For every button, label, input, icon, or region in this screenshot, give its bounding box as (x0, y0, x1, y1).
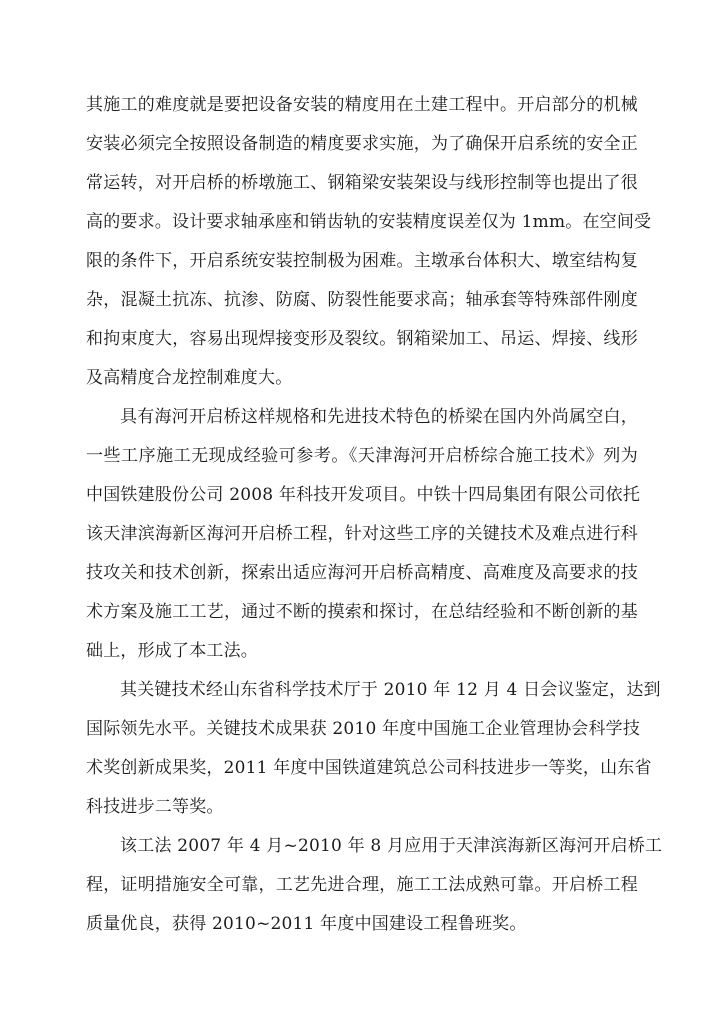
text-line: 限的条件下，开启系统安装控制极为困难。主墩承台体积大、墩室结构复 (86, 251, 638, 271)
text-line: 中国铁建股份公司 2008 年科技开发项目。中铁十四局集团有限公司依托 (86, 485, 641, 505)
text-line: 国际领先水平。关键技术成果获 2010 年度中国施工企业管理协会科学技 (86, 719, 641, 739)
text-line: 高的要求。设计要求轴承座和销齿轨的安装精度误差仅为 1mm。在空间受 (86, 212, 652, 232)
text-line: 一些工序施工无现成经验可参考。《天津海河开启桥综合施工技术》列为 (86, 446, 638, 466)
paragraph-application (86, 827, 663, 944)
text-line: 其施工的难度就是要把设备安装的精度用在土建工程中。开启部分的机械 (86, 95, 638, 115)
document-body (86, 86, 663, 944)
text-line: 具有海河开启桥这样规格和先进技术特色的桥梁在国内外尚属空白， (120, 407, 638, 427)
text-line: 技攻关和技术创新，探索出适应海河开启桥高精度、高难度及高要求的技 (86, 563, 638, 583)
text-line: 术方案及施工工艺，通过不断的摸索和探讨，在总结经验和不断创新的基 (86, 602, 638, 622)
paragraph-technology-background (86, 398, 641, 671)
paragraph-appraisal-awards (86, 671, 661, 827)
text-line: 常运转，对开启桥的桥墩施工、钢箱梁安装架设与线形控制等也提出了很 (86, 173, 638, 193)
text-line: 术奖创新成果奖，2011 年度中国铁道建筑总公司科技进步一等奖，山东省 (86, 758, 652, 778)
text-line: 该工法 2007 年 4 月~2010 年 8 月应用于天津滨海新区海河开启桥工 (120, 836, 663, 856)
text-line: 科技进步二等奖。 (86, 797, 224, 817)
text-line: 程，证明措施安全可靠，工艺先进合理，施工工法成熟可靠。开启桥工程 (86, 875, 638, 895)
text-line: 其关键技术经山东省科学技术厅于 2010 年 12 月 4 日会议鉴定，达到 (120, 680, 661, 700)
text-line: 杂，混凝土抗冻、抗渗、防腐、防裂性能要求高；轴承套等特殊部件刚度 (86, 290, 638, 310)
text-line: 质量优良，获得 2010~2011 年度中国建设工程鲁班奖。 (86, 914, 527, 934)
text-line: 及高精度合龙控制难度大。 (86, 368, 293, 388)
text-line: 础上，形成了本工法。 (86, 641, 258, 661)
text-line: 该天津滨海新区海河开启桥工程，针对这些工序的关键技术及难点进行科 (86, 524, 638, 544)
text-line: 安装必须完全按照设备制造的精度要求实施，为了确保开启系统的安全正 (86, 134, 638, 154)
paragraph-construction-difficulty (86, 86, 652, 398)
text-line: 和拘束度大，容易出现焊接变形及裂纹。钢箱梁加工、吊运、焊接、线形 (86, 329, 638, 349)
